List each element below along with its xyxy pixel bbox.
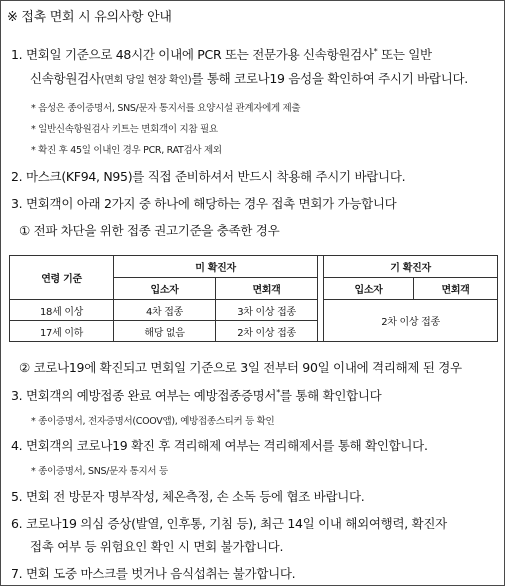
table-cell-age: 18세 이상 [10, 300, 114, 321]
table-cell-resident: 4차 접종 [114, 300, 216, 321]
item-3b-note: * 종이증명서, 전자증명서(COOV앱), 예방접종스티커 등 확인 [31, 416, 275, 427]
table-cell-visitor: 2차 이상 접종 [216, 321, 318, 342]
item-3: 3. 면회객이 아래 2가지 중 하나에 해당하는 경우 접촉 면회가 가능합니다 [11, 196, 397, 211]
item-7: 7. 면회 도중 마스크를 벗거나 음식섭취는 불가합니다. [11, 566, 296, 581]
table-header-unconfirmed: 미 확진자 [114, 256, 318, 278]
item-6-line-2: 접촉 여부 등 위험요인 확인 시 면회 불가합니다. [30, 539, 284, 554]
notice-title: ※ 접촉 면회 시 유의사항 안내 [7, 10, 172, 25]
item-1-line-2-small: (면회 당일 현장 확인) [100, 75, 192, 86]
table-subheader-visitor: 면회객 [216, 278, 318, 300]
item-1-line-2-a: 신속항원검사 [30, 71, 101, 86]
table-cell-age: 17세 이하 [10, 321, 114, 342]
item-1-line-1 [11, 45, 432, 63]
condition-2: ② 코로나19에 확진되고 면회일 기준으로 3일 전부터 90일 이내에 격리해제 된 경우 [19, 360, 462, 375]
table-subheader-visitor-confirmed: 면회객 [414, 278, 498, 300]
item-1-line-2-b: 를 통해 코로나19 음성을 확인하여 주시기 바랍니다. [191, 71, 468, 86]
item-1-note-3: * 확진 후 45일 이내인 경우 PCR, RAT검사 제외 [31, 145, 222, 156]
item-1-note-1: * 음성은 종이증명서, SNS/문자 통지서를 요양시설 관계자에게 제출 [31, 103, 301, 114]
item-1-text-a: 1. 면회일 기준으로 48시간 이내에 PCR 또는 전문가용 신속항원검사 [11, 47, 374, 62]
item-3b [11, 386, 381, 404]
table-cell-confirmed: 2차 이상 접종 [324, 300, 498, 342]
table-header-confirmed: 기 확진자 [324, 256, 498, 278]
item-4: 4. 면회객의 코로나19 확진 후 격리해제 여부는 격리해제서를 통해 확인합니다. [11, 438, 428, 453]
item-1-note-2: * 일반신속항원검사 키트는 면회객이 지참 필요 [31, 124, 218, 135]
item-2: 2. 마스크(KF94, N95)를 직접 준비하셔서 반드시 착용해 주시기 바랍니다. [11, 169, 406, 184]
table-subheader-resident-confirmed: 입소자 [324, 278, 414, 300]
table-subheader-resident: 입소자 [114, 278, 216, 300]
item-1-superscript: * [373, 46, 378, 56]
table-header-age: 연령 기준 [10, 256, 114, 300]
item-3b-superscript: * [276, 387, 280, 397]
item-3b-text-b: 를 통해 확인합니다 [279, 388, 382, 403]
table-cell-visitor: 3차 이상 접종 [216, 300, 318, 321]
vaccination-criteria-table [9, 255, 498, 342]
item-5: 5. 면회 전 방문자 명부작성, 체온측정, 손 소독 등에 협조 바랍니다. [11, 489, 365, 504]
item-6-line-1: 6. 코로나19 의심 증상(발열, 인후통, 기침 등), 최근 14일 이내 해외여행력, 확진자 [11, 516, 447, 531]
condition-1: ① 전파 차단을 위한 접종 권고기준을 충족한 경우 [19, 223, 280, 238]
table-row [10, 300, 498, 321]
item-4-note: * 종이증명서, SNS/문자 통지서 등 [31, 466, 168, 477]
item-1-line-2 [30, 69, 468, 87]
table-cell-resident: 해당 없음 [114, 321, 216, 342]
item-1-text-b: 또는 일반 [381, 47, 432, 62]
item-3b-text-a: 3. 면회객의 예방접종 완료 여부는 예방접종증명서 [11, 388, 277, 403]
